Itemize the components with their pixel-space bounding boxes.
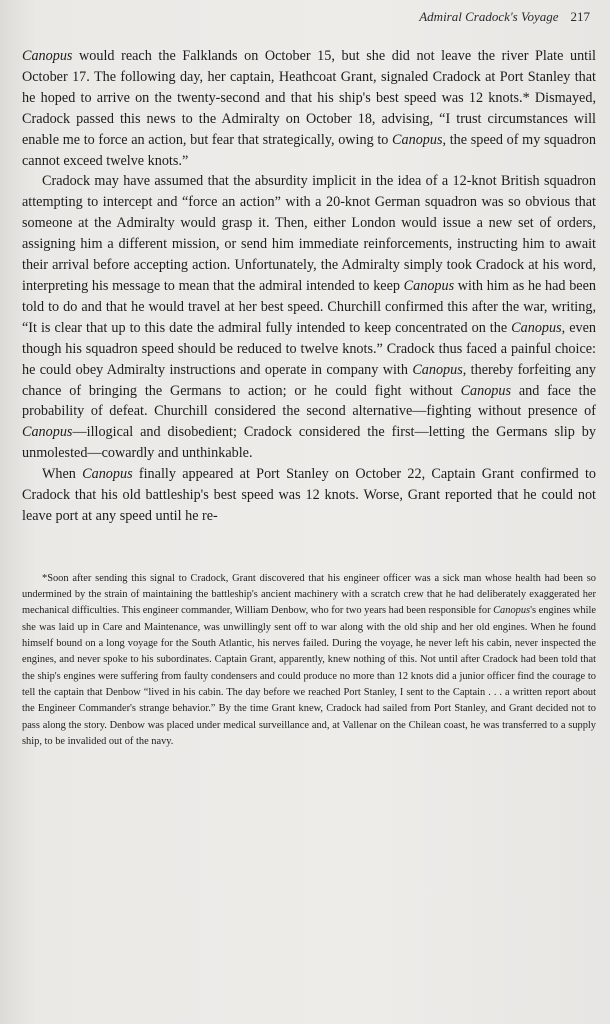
paragraph-1 — [22, 46, 596, 171]
running-head — [22, 6, 596, 28]
ship-name: Canopus — [511, 319, 562, 336]
text-run: would reach the Falklands on October 15, but she did not leave the river Plate until October 17. The following day, her captain, Heathcoat Grant, signaled Cradock at Port Stanley that he hoped to arrive on the twenty-second and that his ship's best speed was 12 knots.* Dismayed, Cradock passed this news to the Admiralty on October 18, advising, “I trust circumstances will enable me to force an action, but fear that strategically, owing to — [22, 48, 596, 148]
text-run: , thereby forfeiting any chance of bringing the Germans to action; or he could fight without — [22, 361, 596, 399]
ship-name: Canopus — [493, 605, 531, 617]
running-head-title: Admiral Cradock's Voyage — [419, 9, 559, 24]
ship-name: Canopus — [22, 48, 73, 64]
footnote — [22, 571, 596, 750]
text-run: with him as he had been told to do and that he would travel at her best speed. Churchill confirmed this after the war, writing, “It is clear that up to this date the admiral fully intended to keep concentrated on the — [22, 277, 596, 336]
ship-name: Canopus — [82, 466, 133, 483]
text-run: Cradock may have assumed that the absurdity implicit in the idea of a 12-knot British squadron attempting to intercept and “force an action” with a 20-knot German squadron was so obvious that someone at the Admiralty would grasp it. Then, either London would issue a new set of orders, assigning him a different mission, or send him immediate reinforcements, instructing him to await their arrival before accepting action. Unfortunately, the Admiralty simply took Cradock at his word, interpreting his message to mean that the admiral intended to keep — [22, 173, 596, 294]
text-run: *Soon after sending this signal to Cradock, Grant discovered that his engineer officer was a sick man whose health had been so undermined by the strain of maintaining the battleship's ancient machinery with a scratch crew that he had deliberately exaggerated her mechanical difficulties. This engineer commander, William Denbow, who for two years had been responsible for — [22, 572, 596, 617]
ship-name: Canopus — [22, 424, 73, 441]
text-run: , even though his squadron speed should be reduced to twelve knots.” Cradock thus faced a painful choice: he could obey Admiralty instructions and operate in company with — [22, 319, 596, 378]
ship-name: Canopus — [412, 361, 463, 378]
ship-name: Canopus — [403, 277, 455, 294]
text-run: and face the probability of defeat. Churchill considered the second alternative—fighting without presence of — [22, 382, 597, 420]
text-run: , the speed of my squadron cannot exceed twelve knots.” — [22, 131, 596, 169]
paragraph-2 — [22, 171, 596, 464]
text-run: 's engines while she was laid up in Care and Maintenance, was unwillingly sent off to war along with the old ship and her old engines. When he found himself bound on a long voyage for the South Atlantic, his nerves failed. During the voyage, he never left his cabin, never inspected the engines, and never spoke to his subordinates. Captain Grant, apparently, knew nothing of this. Not until after Cradock had been told that the ship's engines were suffering from faulty condensers and could produce no more than 12 knots did a junior officer find the courage to tell the captain that Denbow “lived in his cabin. The day before we reached Port Stanley, I sent to the Captain . . . a written report about the Engineer Commander's strange behavior.” By the time Grant knew, Cradock had sailed from Port Stanley, and Grant decided not to pass along the story. Denbow was placed under medical surveillance and, at Vallenar on the Chilean coast, he was transferred to a supply ship, to be invalided out of the navy. — [22, 605, 597, 747]
footnote-paragraph — [22, 571, 596, 750]
text-run: —illogical and disobedient; Cradock considered the first—letting the Germans slip by unmolested—cowardly and unthinkable. — [22, 424, 596, 462]
body-text — [22, 46, 596, 527]
page-number: 217 — [570, 9, 590, 24]
ship-name: Canopus — [392, 131, 443, 148]
text-run: finally appeared at Port Stanley on October 22, Captain Grant confirmed to Cradock that his old battleship's best speed was 12 knots. Worse, Grant reported that he could not leave port at any speed until he re- — [22, 466, 596, 524]
ship-name: Canopus — [460, 382, 512, 399]
paragraph-3 — [22, 464, 596, 527]
text-run: When — [42, 466, 83, 483]
